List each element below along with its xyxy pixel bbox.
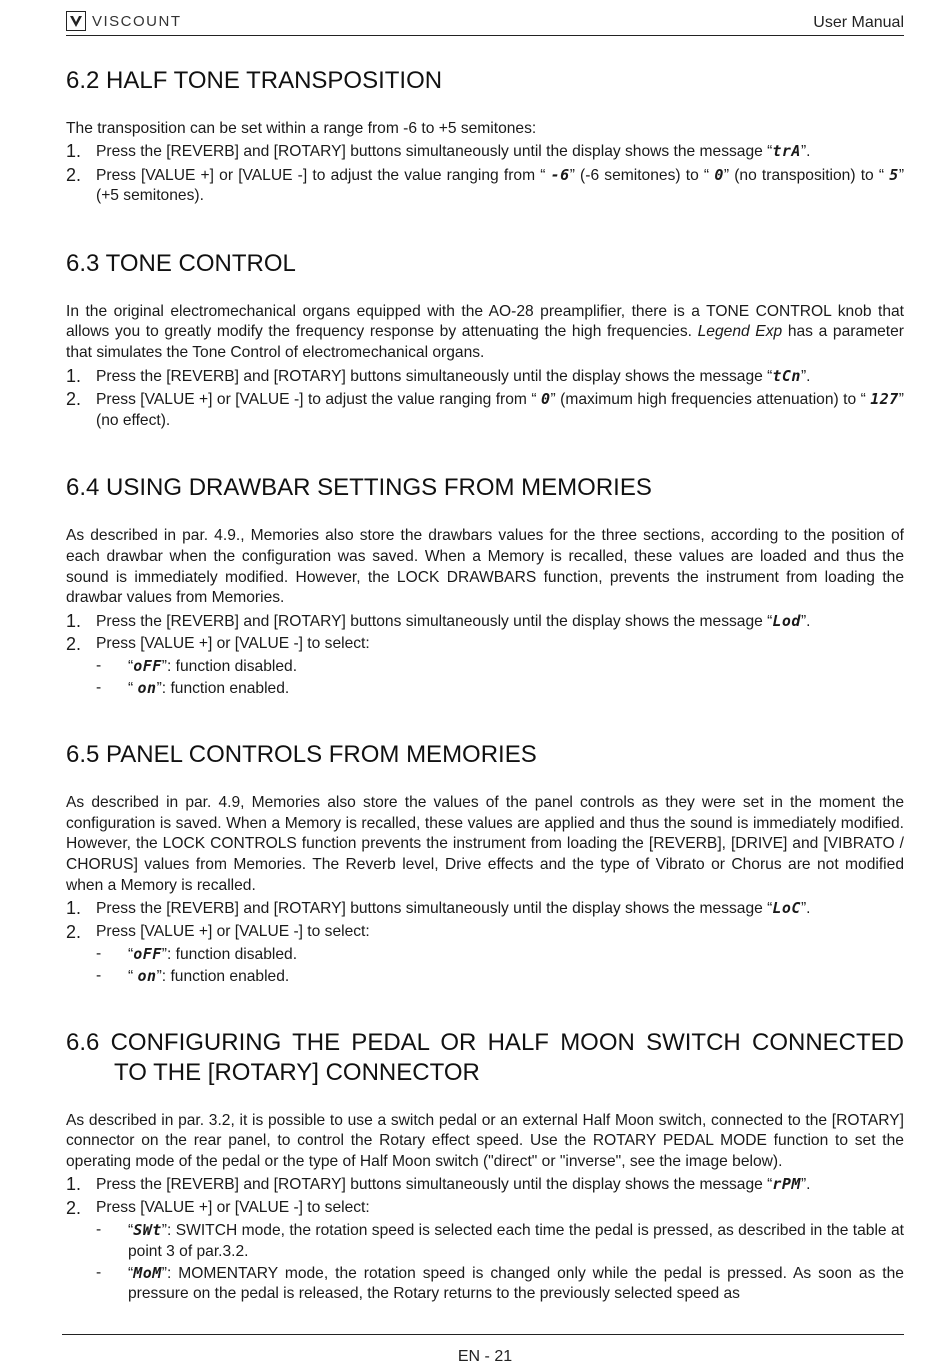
page-header [66, 9, 904, 36]
display-code: 127 [870, 389, 899, 408]
display-code: 0 [714, 165, 724, 184]
sub-item: - “ on”: function enabled. [96, 679, 290, 698]
step-item: 1. Press the [REVERB] and [ROTARY] buttons simultaneously until the display shows the message “trA”. [66, 141, 811, 162]
brand-name: VISCOUNT [92, 12, 182, 30]
section-intro-6-6: As described in par. 3.2, it is possible to use a switch pedal or an external Half Moon switch, connected to the [ROTARY] connector on the rear panel, to control the Rotary effect speed. Use the ROTARY PEDAL MODE function to set the operating mode of the pedal or the type of Half Moon switch ("direct" or "inverse", see the image below). [66, 1111, 904, 1171]
sub-item: - “MoM”: MOMENTARY mode, the rotation speed is changed only while the pedal is pressed. As soon as the pressure on the pedal is released, the Rotary returns to the previously selected speed as [96, 1263, 904, 1303]
step-item: 2. Press [VALUE +] or [VALUE -] to select: [66, 633, 370, 654]
page-content [66, 66, 904, 1305]
display-code: on [137, 966, 157, 985]
step-item: 2. Press [VALUE +] or [VALUE -] to select: [66, 1197, 370, 1218]
brand-logo [66, 11, 182, 31]
section-title-6-4: 6.4 USING DRAWBAR SETTINGS FROM MEMORIES [66, 473, 652, 501]
sub-item: - “SWt”: SWITCH mode, the rotation speed is selected each time the pedal is pressed, as described in the table at point 3 of par.3.2. [96, 1221, 904, 1260]
section-title-6-3: 6.3 TONE CONTROL [66, 249, 296, 277]
step-item: 1. Press the [REVERB] and [ROTARY] buttons simultaneously until the display shows the message “LoC”. [66, 898, 811, 919]
steps-6-5 [66, 898, 904, 942]
display-code: on [137, 679, 157, 698]
step-item: 1. Press the [REVERB] and [ROTARY] buttons simultaneously until the display shows the message “Lod”. [66, 610, 811, 631]
product-name: Legend Exp [697, 323, 783, 341]
document-title: User Manual [813, 14, 904, 31]
step-item: 2. Press [VALUE +] or [VALUE -] to select: [66, 921, 370, 942]
section-intro-6-2: The transposition can be set within a range from -6 to +5 semitones: [66, 120, 537, 137]
sub-item: - “oFF”: function disabled. [96, 944, 298, 963]
step-item: 2. Press [VALUE +] or [VALUE -] to adjust the value ranging from “ 0” (maximum high frequencies attenuation) to “ 127” (no effect). [66, 388, 904, 429]
section-intro-6-5: As described in par. 4.9, Memories also store the values of the panel controls as they were set in the moment the configuration is saved. When a Memory is recalled, these values are applied and thus the sound is immediately modified. However, the LOCK CONTROLS function prevents the instrument from loading the [REVERB], [DRIVE] and [VIBRATO / CHORUS] values from Memories. The Reverb level, Drive effects and the type of Vibrato or Chorus are not modified when a Memory is recalled. [66, 793, 904, 895]
step-item: 1. Press the [REVERB] and [ROTARY] buttons simultaneously until the display shows the message “tCn”. [66, 365, 811, 386]
steps-6-6 [66, 1174, 904, 1218]
display-code: MoM [133, 1263, 162, 1282]
display-code: 5 [889, 165, 899, 184]
steps-6-2 [66, 141, 904, 207]
section-title-6-5: 6.5 PANEL CONTROLS FROM MEMORIES [66, 740, 537, 768]
step-item: 2. Press [VALUE +] or [VALUE -] to adjust the value ranging from “ -6” (-6 semitones) to “ 0” (no transposition) to “ 5” (+5 semitones). [66, 164, 905, 205]
display-code: oFF [133, 657, 162, 676]
section-title-6-2: 6.2 HALF TONE TRANSPOSITION [66, 67, 443, 94]
section-intro-6-4: As described in par. 4.9., Memories also store the drawbars values for the three sections, according to the position of each drawbar when the configuration was saved. When a Memory is recalled, these values are loaded and thus the sound is immediately modified. However, the LOCK DRAWBARS function, prevents the instrument from loading the drawbar values from Memories. [66, 526, 904, 607]
footer-divider [62, 1334, 904, 1335]
display-code: SWt [133, 1221, 162, 1239]
display-code: -6 [550, 165, 570, 184]
step-item: 1. Press the [REVERB] and [ROTARY] buttons simultaneously until the display shows the message “rPM”. [66, 1174, 811, 1195]
display-code: 0 [540, 389, 551, 408]
display-code: tCn [772, 366, 801, 385]
display-code: Lod [772, 611, 801, 630]
steps-6-3 [66, 366, 904, 432]
section-intro-6-3: In the original electromechanical organs equipped with the AO-28 preamplifier, there is a TONE CONTROL knob that allows you to greatly modify the frequency response by attenuating the high frequencies. Legend Exp has a parameter that simulates the Tone Control of electromechanical organs. [66, 302, 904, 362]
section-title-6-6: 6.6 CONFIGURING THE PEDAL OR HALF MOON SWITCH CONNECTED [66, 1028, 904, 1056]
viscount-v-logo-icon [66, 11, 86, 31]
sub-item: - “ on”: function enabled. [96, 966, 290, 985]
section-title-6-6-cont: TO THE [ROTARY] CONNECTOR [114, 1058, 480, 1086]
page-number: EN - 21 [457, 1348, 513, 1365]
display-code: rPM [772, 1175, 801, 1194]
display-code: trA [772, 142, 801, 161]
display-code: LoC [772, 899, 801, 918]
display-code: oFF [133, 944, 162, 963]
steps-6-4 [66, 611, 904, 655]
sub-item: - “oFF”: function disabled. [96, 657, 298, 676]
